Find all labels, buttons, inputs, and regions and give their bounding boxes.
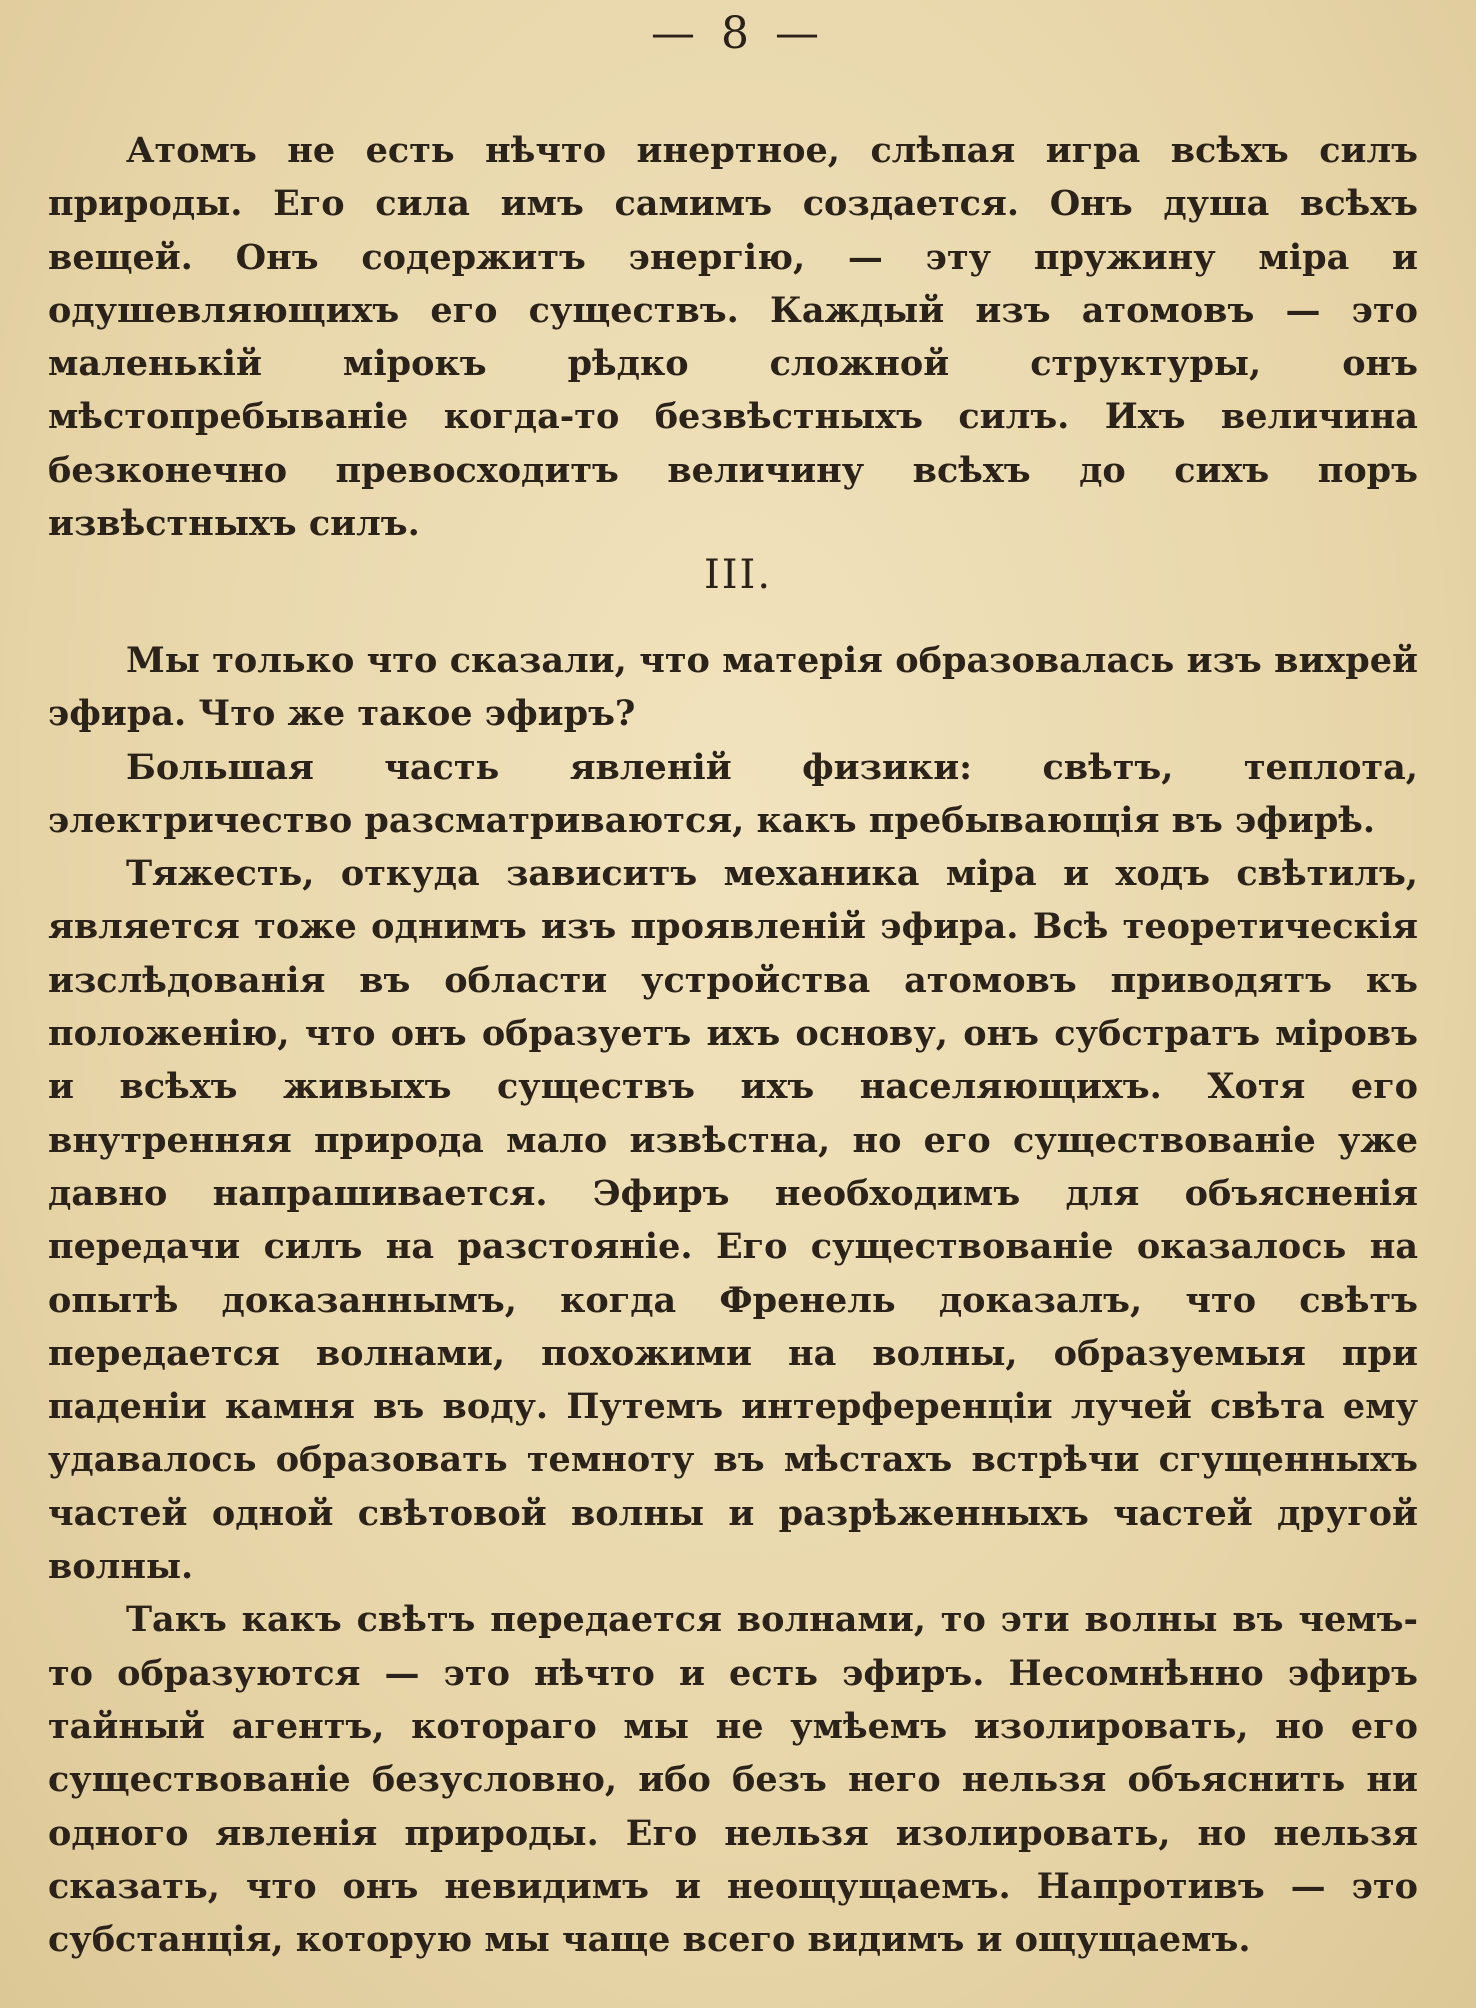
text-block-before-heading xyxy=(48,124,1418,550)
paragraph: Большая часть явленій физики: свѣтъ, теплота, электричество разсматриваются, какъ пребывающія въ эфирѣ. xyxy=(48,746,1418,841)
paragraph: Атомъ не есть нѣчто инертное, слѣпая игра всѣхъ силъ природы. Его сила имъ самимъ создается. Онъ душа всѣхъ вещей. Онъ содержитъ энергію, — эту пружину міра и одушевляющихъ его существъ. Каждый изъ атомовъ — это маленькій мірокъ рѣдко сложной структуры, онъ мѣстопребываніе когда-то безвѣстныхъ силъ. Ихъ величина безконечно превосходитъ величину всѣхъ до сихъ поръ извѣстныхъ силъ. xyxy=(48,130,1418,545)
section-heading: III. xyxy=(703,552,773,598)
text-block-after-heading xyxy=(48,634,1418,1966)
paragraph: Мы только что сказали, что матерія образовалась изъ вихрей эфира. Что же такое эфиръ? xyxy=(48,640,1418,735)
paragraph: Тяжесть, откуда зависитъ механика міра и ходъ свѣтилъ, является тоже однимъ изъ проявленій эфира. Всѣ теоретическія изслѣдованія въ области устройства атомовъ приводятъ къ положенію, что онъ образуетъ ихъ основу, онъ субстратъ міровъ и всѣхъ живыхъ существъ ихъ населяющихъ. Хотя его внутренняя природа мало извѣстна, но его существованіе уже давно напрашивается. Эфиръ необходимъ для объясненія передачи силъ на разстояніе. Его существованіе оказалось на опытѣ доказаннымъ, когда Френель доказалъ, что свѣтъ передается волнами, похожими на волны, образуемыя при паденіи камня въ воду. Путемъ интерференціи лучей свѣта ему удавалось образовать темноту въ мѣстахъ встрѣчи сгущенныхъ частей одной свѣтовой волны и разрѣженныхъ частей другой волны. xyxy=(48,853,1418,1588)
page-number: — 8 — xyxy=(651,8,825,59)
paragraph: Такъ какъ свѣтъ передается волнами, то эти волны въ чемъ-то образуются — это нѣчто и есть эфиръ. Несомнѣнно эфиръ тайный агентъ, котораго мы не умѣемъ изолировать, но его существованіе безусловно, ибо безъ него нельзя объяснить ни одного явленія природы. Его нельзя изолировать, но нельзя сказать, что онъ невидимъ и неощущаемъ. Напротивъ — это субстанція, которую мы чаще всего видимъ и ощущаемъ. xyxy=(48,1599,1418,1961)
